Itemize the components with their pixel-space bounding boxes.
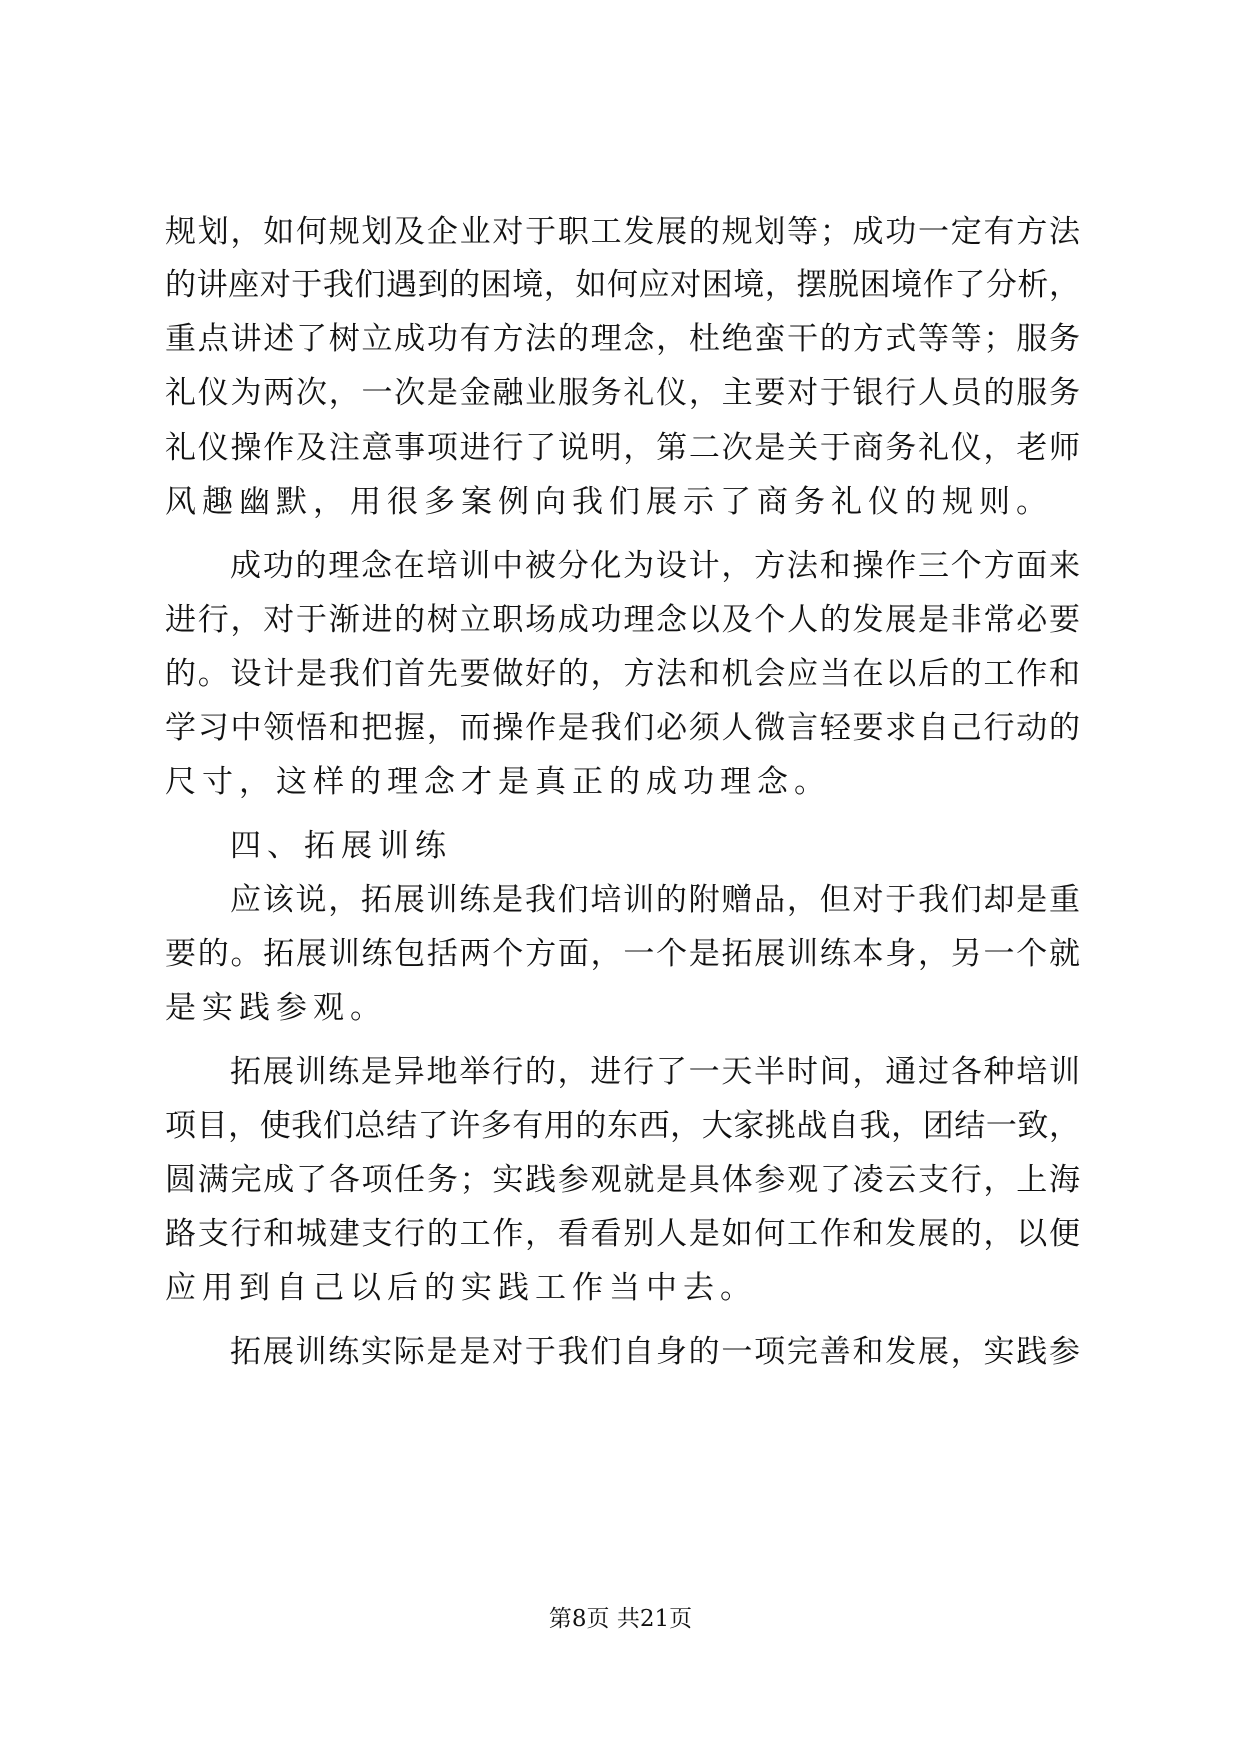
body-text-line: 礼仪为两次，一次是金融业服务礼仪，主要对于银行人员的服务 xyxy=(165,375,1080,411)
section-heading: 四、拓展训练 xyxy=(230,828,452,864)
body-text-line: 礼仪操作及注意事项进行了说明，第二次是关于商务礼仪，老师 xyxy=(165,430,1080,466)
paragraph-first-line: 拓展训练实际是是对于我们自身的一项完善和发展，实践参 xyxy=(230,1334,1080,1370)
body-text-line: 尺寸，这样的理念才是真正的成功理念。 xyxy=(165,764,831,800)
paragraph-first-line: 应该说，拓展训练是我们培训的附赠品，但对于我们却是重 xyxy=(230,882,1080,918)
body-text-line: 重点讲述了树立成功有方法的理念，杜绝蛮干的方式等等；服务 xyxy=(165,321,1080,357)
body-text-line: 路支行和城建支行的工作，看看别人是如何工作和发展的，以便 xyxy=(165,1216,1080,1252)
body-text-line: 进行，对于渐进的树立职场成功理念以及个人的发展是非常必要 xyxy=(165,602,1080,638)
body-text-line: 的。设计是我们首先要做好的，方法和机会应当在以后的工作和 xyxy=(165,656,1080,692)
body-text-line: 应用到自己以后的实践工作当中去。 xyxy=(165,1270,757,1306)
body-text-line: 风趣幽默，用很多案例向我们展示了商务礼仪的规则。 xyxy=(165,484,1053,520)
body-text-line: 规划，如何规划及企业对于职工发展的规划等；成功一定有方法 xyxy=(165,214,1080,250)
body-text-line: 项目，使我们总结了许多有用的东西，大家挑战自我，团结一致， xyxy=(165,1108,1080,1144)
body-text-line: 要的。拓展训练包括两个方面，一个是拓展训练本身，另一个就 xyxy=(165,936,1080,972)
body-text-line: 是实践参观。 xyxy=(165,990,387,1026)
body-text-line: 圆满完成了各项任务；实践参观就是具体参观了凌云支行，上海 xyxy=(165,1162,1080,1198)
body-text-line: 的讲座对于我们遇到的困境，如何应对困境，摆脱困境作了分析， xyxy=(165,267,1080,303)
paragraph-first-line: 成功的理念在培训中被分化为设计，方法和操作三个方面来 xyxy=(230,548,1080,584)
paragraph-first-line: 拓展训练是异地举行的，进行了一天半时间，通过各种培训 xyxy=(230,1054,1080,1090)
page-footer: 第8页 共21页 xyxy=(548,1606,693,1632)
body-text-line: 学习中领悟和把握，而操作是我们必须人微言轻要求自己行动的 xyxy=(165,710,1080,746)
